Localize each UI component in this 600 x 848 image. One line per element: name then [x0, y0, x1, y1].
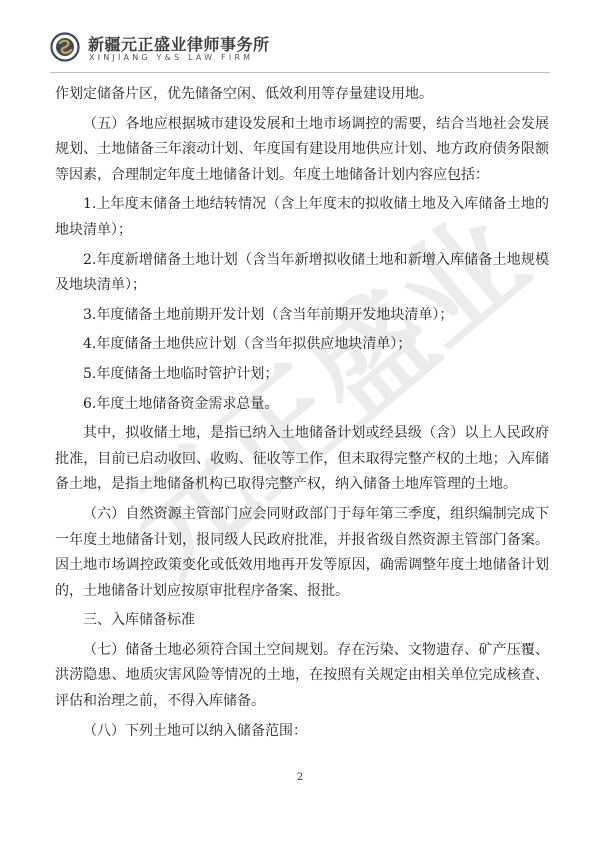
paragraph: （八）下列土地可以纳入储备范围：: [83, 722, 307, 739]
paragraph: 作划定储备片区，优先储备空闲、低效利用等存量建设用地。: [55, 86, 433, 102]
firm-name-en: XINJIANG Y&S LAW FIRM: [89, 53, 254, 62]
header-divider: [50, 72, 550, 73]
firm-logo-icon: [50, 32, 80, 62]
list-item: 4.年度储备土地供应计划（含当年拟供应地块清单）；: [83, 336, 412, 353]
paragraph: （六）自然资源主管部门应会同财政部门于每年第三季度，组织编制完成下一年度土地储备计划，报同级人民政府批准，并报省级自然资源主管部门备案。因土地市场调控政策变化或低效用地再开发等原因，确需调整年度土地储备计划的，土地储备计划应按原审批程序备案、报批。: [55, 505, 549, 599]
list-item: 6.年度土地储备资金需求总量。: [83, 395, 279, 412]
list-item: 3.年度储备土地前期开发计划（含当年前期开发地块清单）；: [83, 306, 454, 323]
document-header: [50, 30, 550, 70]
watermark-text: 元正盛业: [140, 200, 540, 599]
list-item: 2.年度新增储备土地计划（含当年新增拟收储土地和新增入库储备土地规模及地块清单）；: [55, 251, 549, 294]
list-item: 5.年度储备土地临时管护计划；: [83, 365, 279, 382]
page-number: 2: [296, 772, 304, 783]
paragraph: （五）各地应根据城市建设发展和土地市场调控的需要，结合当地社会发展规划、土地储备三年滚动计划、年度国有建设用地供应计划、地方政府债务限额等因素，合理制定年度土地储备计划。年度土地储备计划内容应包括：: [55, 115, 549, 183]
section-heading: 三、入库储备标准: [83, 612, 195, 629]
paragraph: 其中，拟收储土地，是指已纳入土地储备计划或经县级（含）以上人民政府批准，目前已启动收回、收购、征收等工作，但未取得完整产权的土地；入库储备土地，是指土地储备机构已取得完整产权，纳入储备土地库管理的土地。: [55, 425, 549, 493]
list-item: 1.上年度末储备土地结转情况（含上年度末的拟收储土地及入库储备土地的地块清单）；: [55, 196, 549, 238]
firm-name-cn: 新疆元正盛业律师事务所: [88, 35, 270, 54]
paragraph: （七）储备土地必须符合国土空间规划。存在污染、文物遗存、矿产压覆、洪涝隐患、地质灾害风险等情况的土地，在按照有关规定由相关单位完成核查、评估和治理之前，不得入库储备。: [55, 641, 549, 710]
document-body: [55, 82, 549, 748]
